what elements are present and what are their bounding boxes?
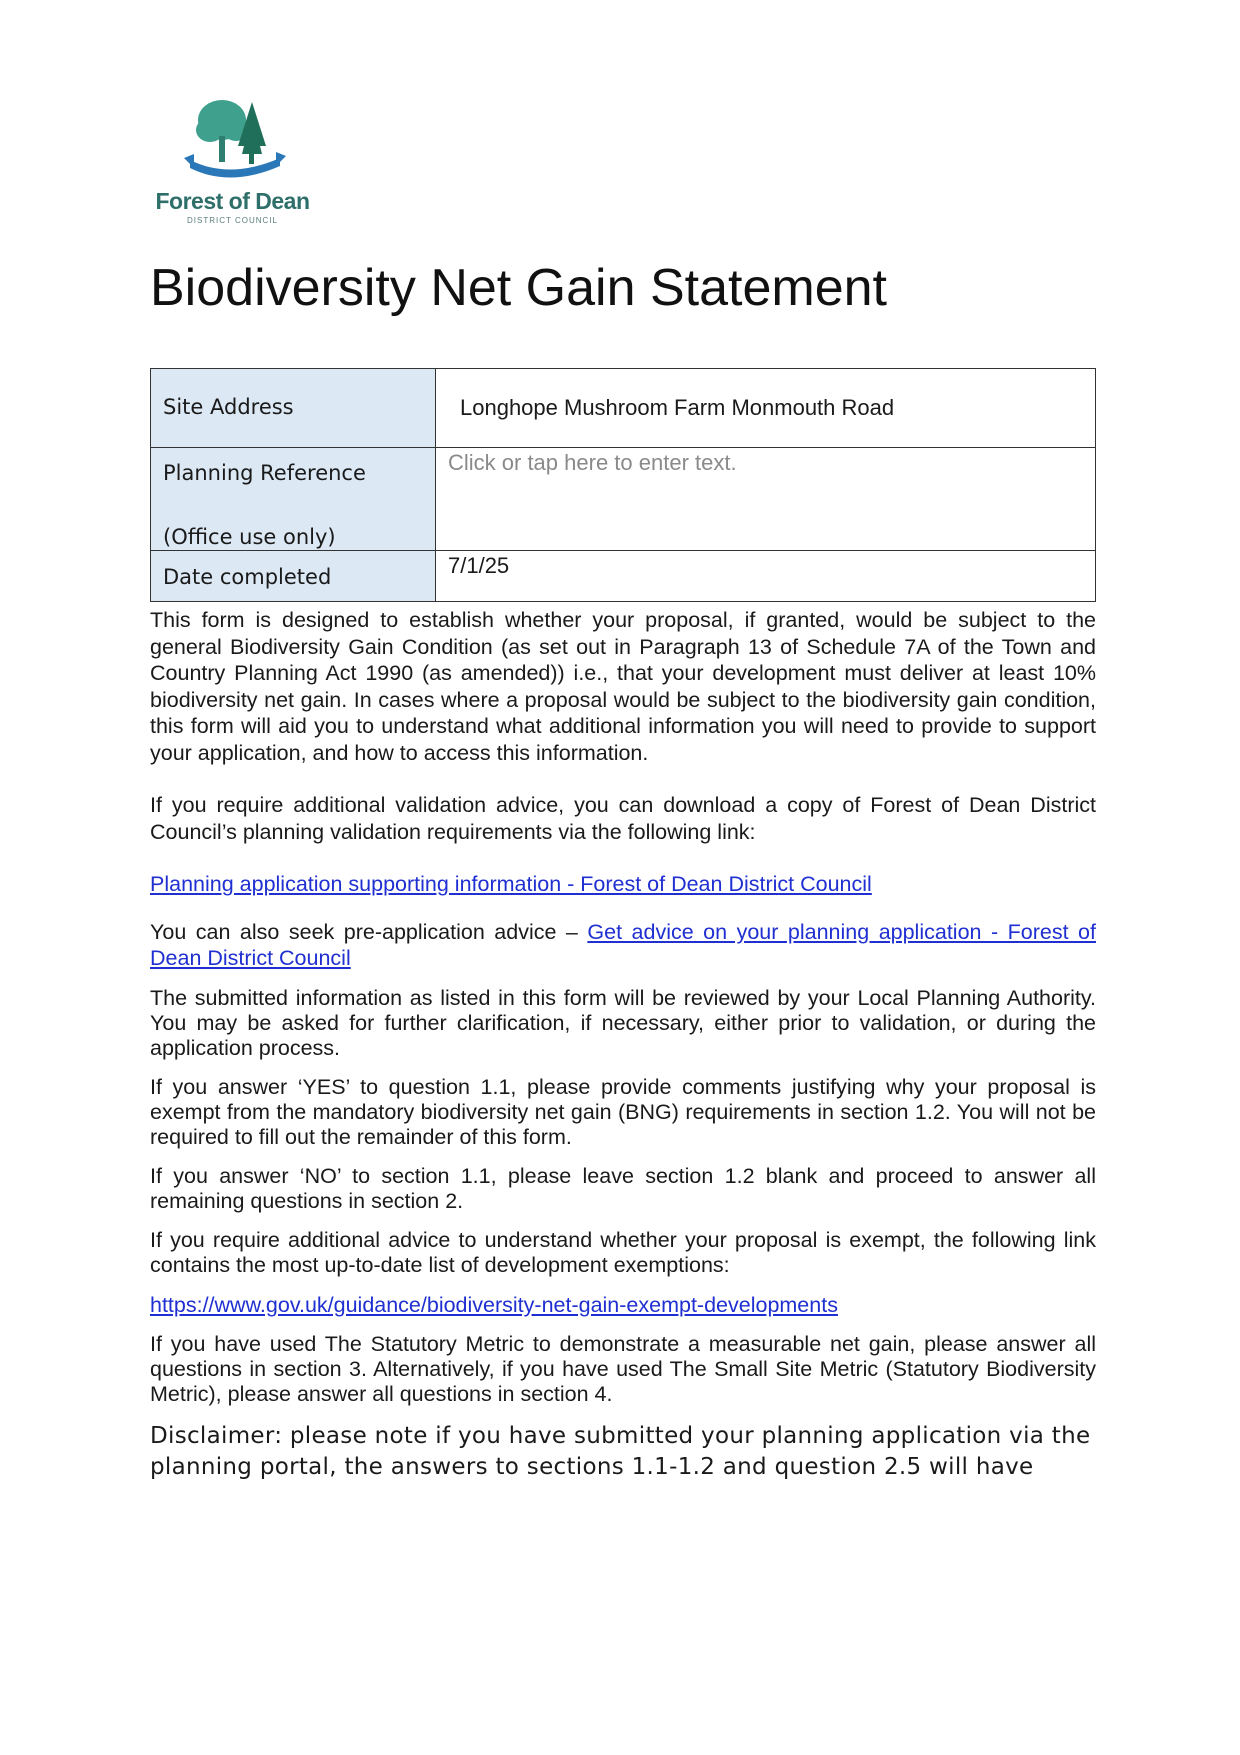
- yes-answer-paragraph: If you answer ‘YES’ to question 1.1, please provide comments justifying why your proposal is exempt from the mandatory biodiversity net gain (BNG) requirements in section 1.2. You will not be required to fill out the remainder of this form.: [150, 1074, 1096, 1149]
- supporting-information-link[interactable]: Planning application supporting information - Forest of Dean District Council: [150, 872, 872, 896]
- exempt-developments-link[interactable]: https://www.gov.uk/guidance/biodiversity-net-gain-exempt-developments: [150, 1292, 838, 1317]
- pre-application-text: You can also seek pre-application advice –: [150, 919, 588, 944]
- metric-paragraph: If you have used The Statutory Metric to demonstrate a measurable net gain, please answer all questions in section 3. Alternatively, if you have used The Small Site Metric (Statutory Biodiversity Metric), please answer all questions in section 4.: [150, 1332, 1096, 1406]
- tree-logo-icon: [150, 96, 315, 186]
- site-address-label-cell: [151, 369, 436, 448]
- intro-paragraph: This form is designed to establish whether your proposal, if granted, would be subject to the general Biodiversity Gain Condition (as set out in Paragraph 13 of Schedule 7A of the Town and Country Planning Act 1990 (as amended)) i.e., that your development must deliver at least 10% biodiversity net gain. In cases where a proposal would be subject to the biodiversity gain condition, this form will aid you to understand what additional information you will need to provide to support your application, and how to access this information.: [150, 608, 1096, 765]
- table-row: [151, 448, 1096, 551]
- planning-reference-label-line2: (Office use only): [163, 525, 336, 549]
- link-paragraph: [150, 871, 1096, 898]
- planning-reference-placeholder: Click or tap here to enter text.: [448, 450, 737, 475]
- logo-wordmark: Forest of Dean: [155, 188, 310, 214]
- table-row: [151, 369, 1096, 448]
- council-logo: [150, 96, 315, 232]
- site-address-label: Site Address: [163, 395, 294, 419]
- planning-reference-field[interactable]: [436, 448, 1096, 551]
- date-completed-label: Date completed: [163, 565, 332, 589]
- table-row: [151, 551, 1096, 602]
- pre-application-paragraph: [150, 919, 1096, 972]
- page-title: Biodiversity Net Gain Statement: [150, 259, 887, 317]
- date-completed-value: 7/1/25: [448, 553, 510, 578]
- date-completed-label-cell: [151, 551, 436, 602]
- planning-advice-link[interactable]: Get advice on your planning application - Forest of Dean District Council: [150, 919, 1096, 970]
- date-completed-field[interactable]: [436, 551, 1096, 602]
- document-body: [150, 607, 1096, 1483]
- site-address-field[interactable]: [436, 369, 1096, 448]
- site-address-value: Longhope Mushroom Farm Monmouth Road: [460, 395, 895, 420]
- site-info-table: [150, 368, 1096, 602]
- planning-reference-label-cell: [151, 448, 436, 551]
- planning-reference-label-line1: Planning Reference: [163, 461, 366, 485]
- exemption-advice-paragraph: If you require additional advice to understand whether your proposal is exempt, the following link contains the most up-to-date list of development exemptions:: [150, 1227, 1096, 1277]
- validation-advice-paragraph: If you require additional validation advice, you can download a copy of Forest of Dean District Council’s planning validation requirements via the following link:: [150, 793, 1096, 844]
- planning-reference-label: [163, 460, 423, 550]
- review-paragraph: The submitted information as listed in this form will be reviewed by your Local Planning Authority. You may be asked for further clarification, if necessary, either prior to validation, or during the application process.: [150, 985, 1096, 1060]
- logo-subtitle: DISTRICT COUNCIL: [187, 216, 278, 225]
- disclaimer-paragraph: Disclaimer: please note if you have submitted your planning application via the planning portal, the answers to sections 1.1-1.2 and question 2.5 will have: [150, 1423, 1091, 1480]
- no-answer-paragraph: If you answer ‘NO’ to section 1.1, please leave section 1.2 blank and proceed to answer all remaining questions in section 2.: [150, 1163, 1096, 1213]
- exemptions-link-paragraph: [150, 1292, 1096, 1319]
